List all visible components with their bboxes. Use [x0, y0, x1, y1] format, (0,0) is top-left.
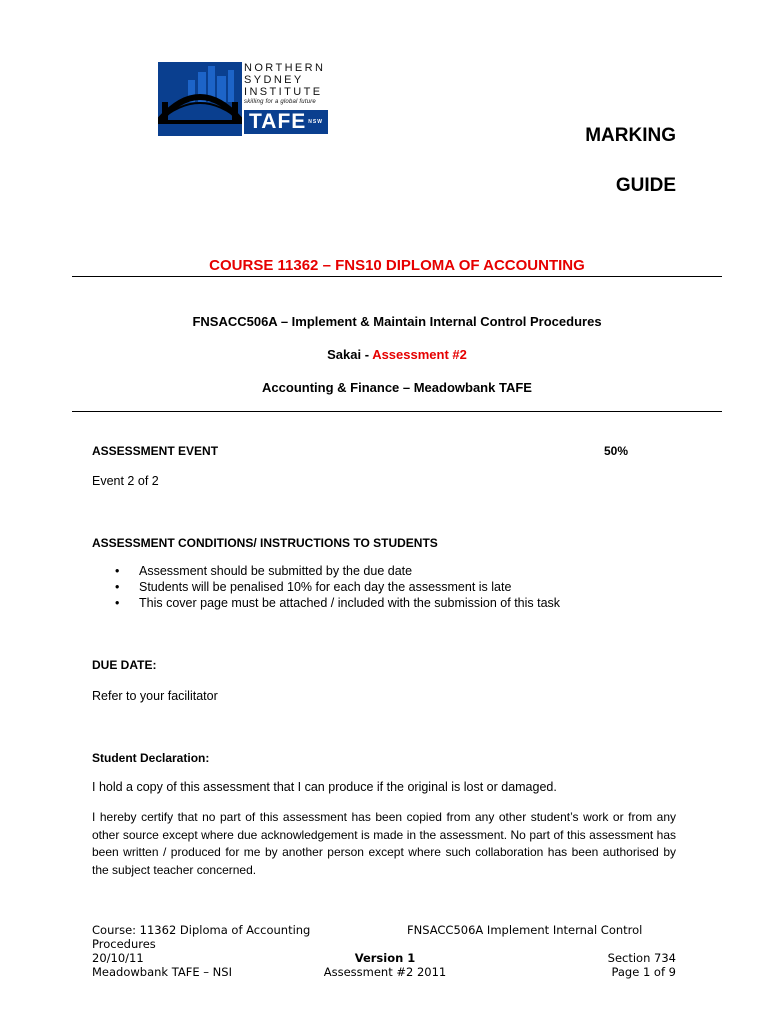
assessment-weight: 50%: [604, 444, 629, 458]
conditions-list: [115, 563, 560, 611]
due-date-label: DUE DATE:: [92, 658, 157, 672]
logo-wordmark: [244, 62, 338, 106]
conditions-heading: ASSESSMENT CONDITIONS/ INSTRUCTIONS TO STUDENTS: [92, 536, 438, 550]
footer-campus: Meadowbank TAFE – NSI: [92, 965, 232, 979]
footer-assessment: Assessment #2 2011: [323, 965, 447, 979]
logo-line1: NORTHERN: [244, 62, 326, 74]
divider-bottom: [72, 411, 722, 412]
footer-page: Page 1 of 9: [611, 965, 676, 979]
tafe-suffix: NSW: [308, 119, 323, 126]
unit-title: FNSACC506A – Implement & Maintain Internal Control Procedures: [192, 314, 602, 329]
footer-procedures: Procedures: [92, 937, 156, 951]
course-heading: COURSE 11362 – FNS10 DIPLOMA OF ACCOUNTING: [209, 257, 585, 274]
tafe-label: TAFE: [249, 110, 307, 133]
divider-top: [72, 276, 722, 277]
tafe-badge: [244, 110, 328, 134]
title-guide: GUIDE: [615, 175, 676, 196]
due-date-value: Refer to your facilitator: [92, 689, 218, 703]
assessment-number: Assessment #2: [372, 347, 467, 362]
harbour-bridge-logo-icon: [158, 62, 242, 136]
event-number: Event 2 of 2: [92, 474, 159, 488]
footer-version: Version 1: [354, 951, 416, 965]
declaration-para2: I hereby certify that no part of this assessment has been copied from any other student’s work or from any other source except where due acknowledgement is made in the assessment. No part of this assessment has been written / produced for me by another person except where such collaboration has been authorised by the subject teacher concerned.: [92, 810, 676, 877]
footer-unit: FNSACC506A Implement Internal Control: [407, 923, 643, 937]
title-marking: MARKING: [585, 125, 676, 146]
declaration-heading: Student Declaration:: [92, 751, 210, 765]
list-item: • This cover page must be attached / included with the submission of this task: [115, 595, 560, 611]
assessment-event-label: ASSESSMENT EVENT: [92, 444, 219, 458]
logo-line3: INSTITUTE: [244, 86, 323, 98]
footer-course: Course: 11362 Diploma of Accounting: [92, 923, 311, 937]
list-item: • Students will be penalised 10% for each day the assessment is late: [115, 579, 560, 595]
footer-date: 20/10/11: [92, 951, 144, 965]
sakai-line: [72, 347, 722, 362]
footer-section: Section 734: [607, 951, 676, 965]
logo-tagline: skilling for a global future: [244, 99, 316, 105]
sakai-prefix: Sakai -: [327, 347, 373, 362]
department: Accounting & Finance – Meadowbank TAFE: [262, 380, 532, 395]
logo-line2: SYDNEY: [244, 74, 304, 86]
institute-logo: [158, 62, 338, 136]
declaration-para1: I hold a copy of this assessment that I can produce if the original is lost or damaged.: [92, 780, 557, 794]
list-item: • Assessment should be submitted by the due date: [115, 563, 560, 579]
